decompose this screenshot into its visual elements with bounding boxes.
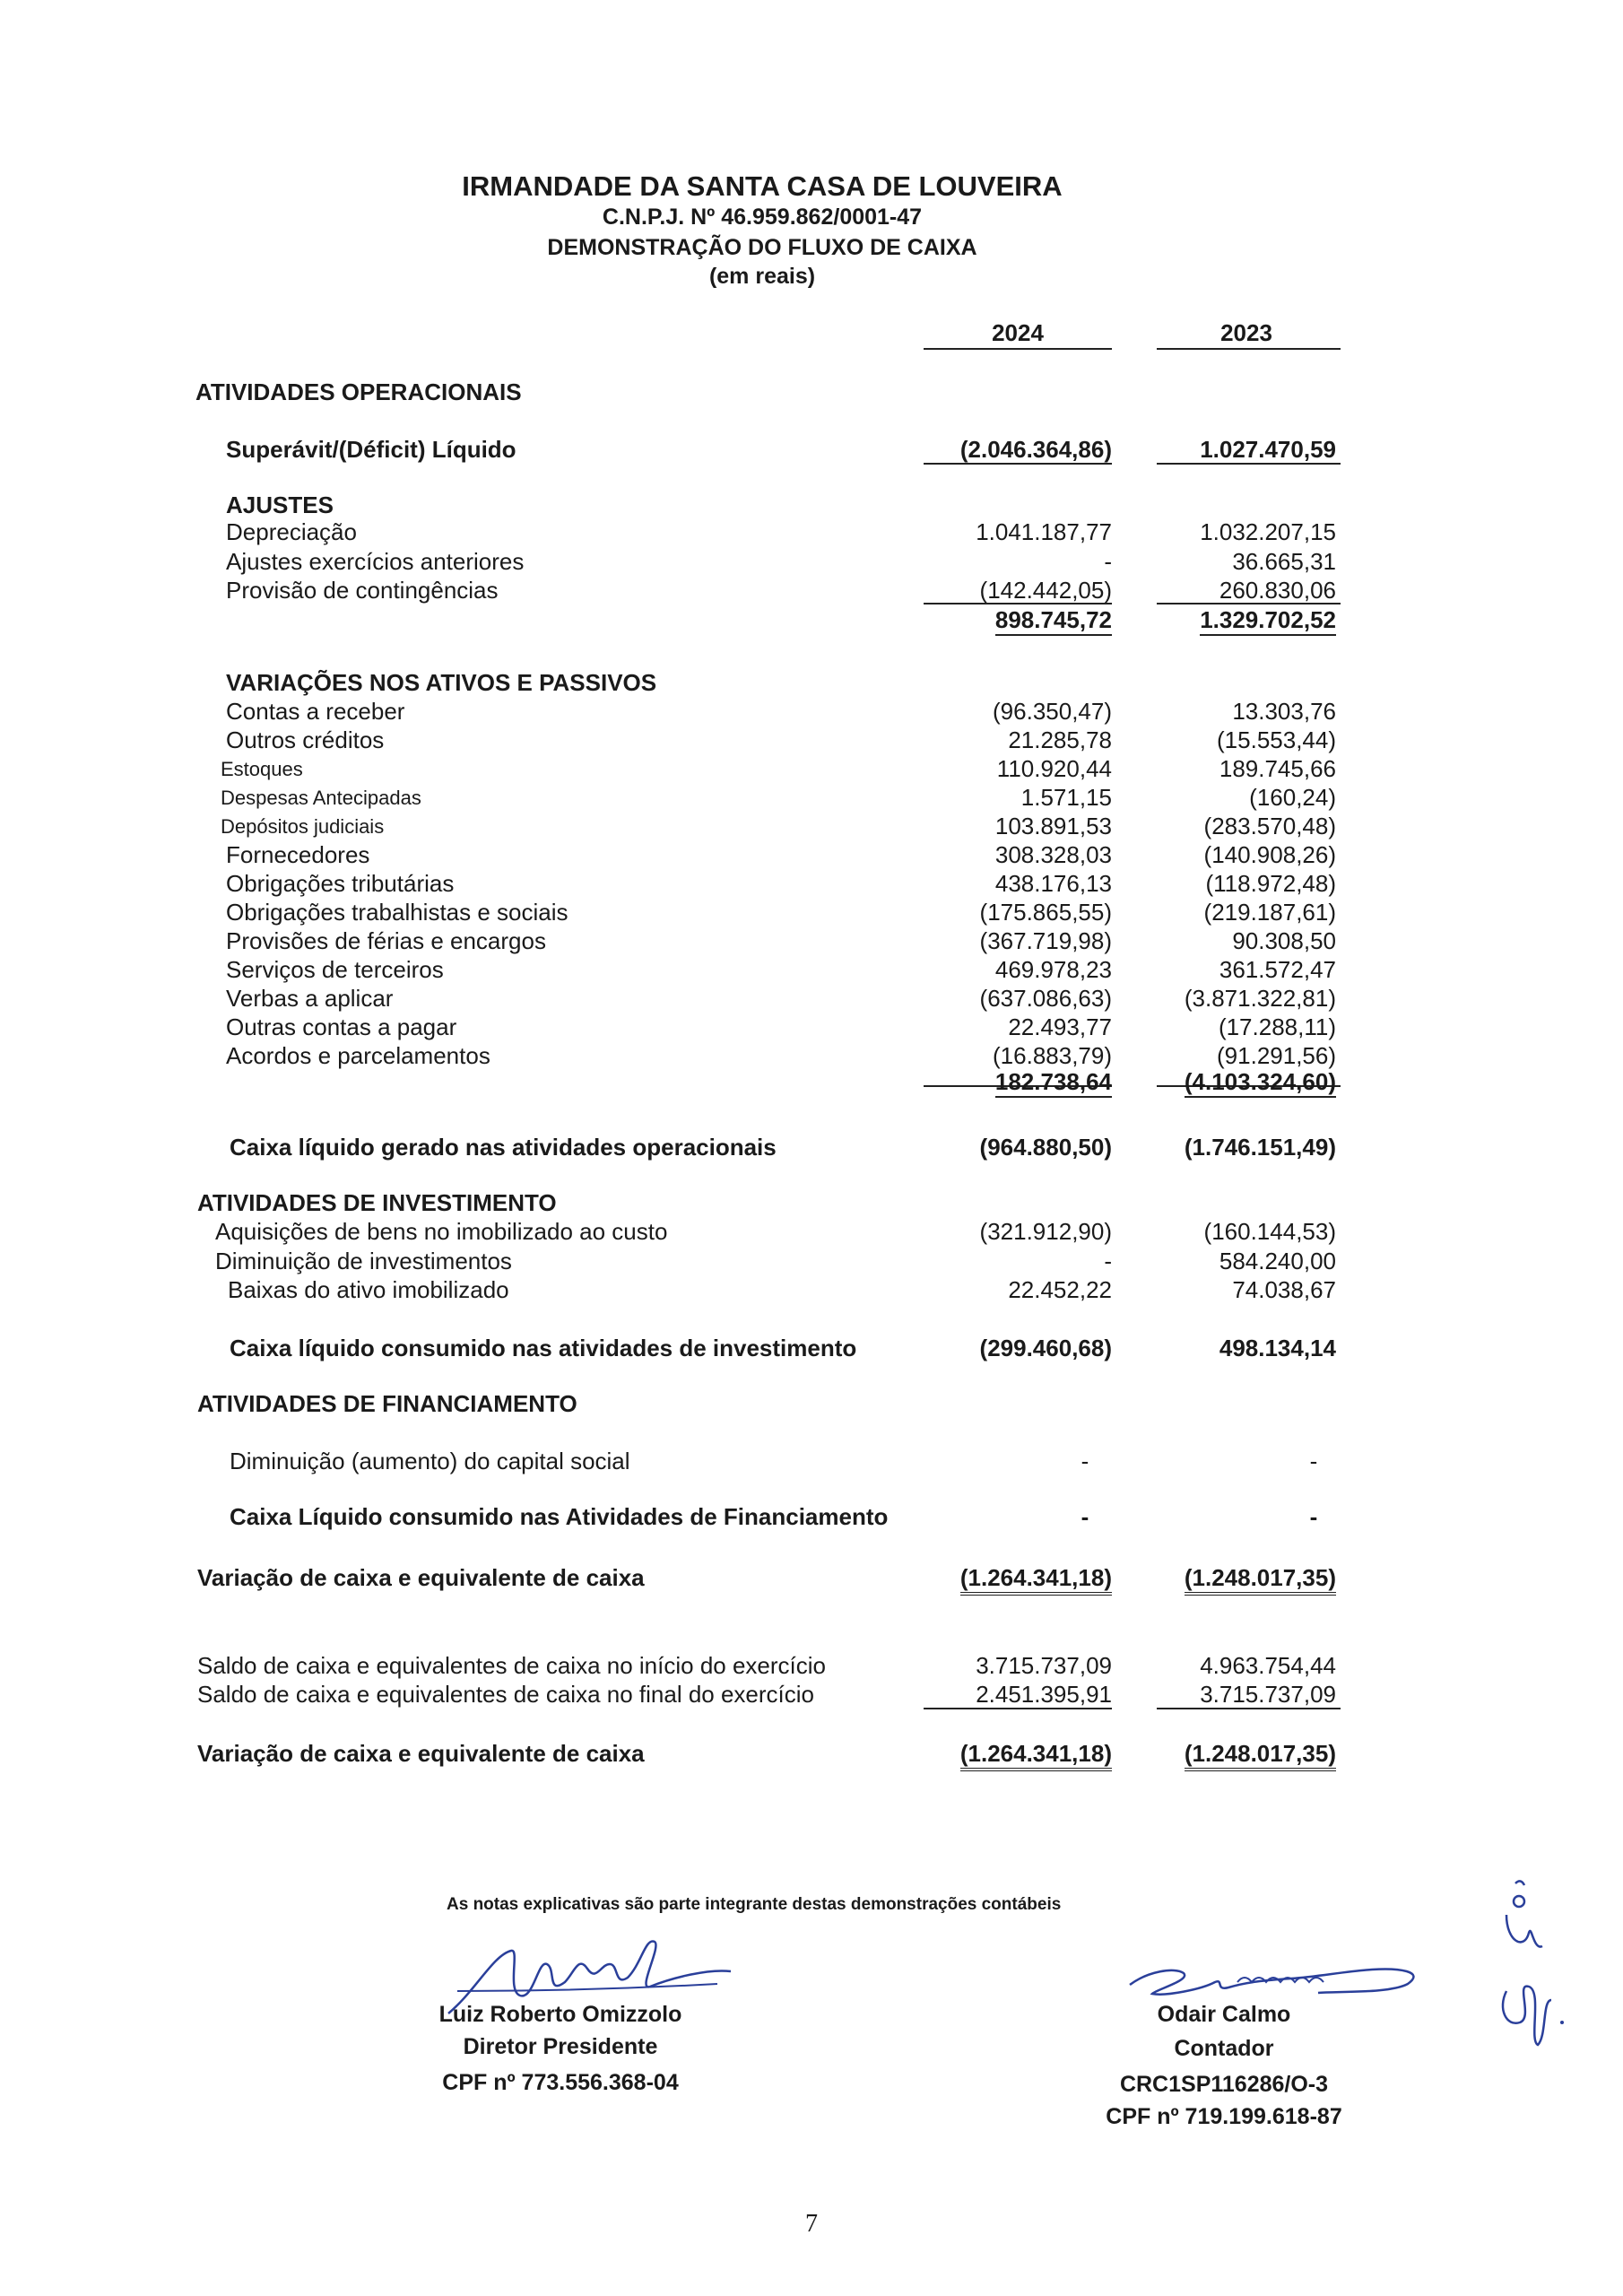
variacao-row-label: Despesas Antecipadas (221, 787, 421, 809)
ajuste-row-2024: (142.442,05) (979, 577, 1112, 604)
ajuste-row-2023: 260.830,06 (1219, 577, 1336, 604)
variacao-row-2024: (367.719,98) (979, 927, 1112, 954)
variacao-row-2024: 110.920,44 (996, 755, 1112, 782)
resultado-2023: 1.027.470,59 (1200, 436, 1336, 463)
variacao-row-2023: 90.308,50 (1232, 927, 1336, 954)
year-2024-header: 2024 (992, 319, 1044, 346)
sig1-role: Diretor Presidente (463, 2034, 658, 2059)
resultado-label: Superávit/(Déficit) Líquido (226, 436, 516, 463)
investimento-row-2023: (160.144,53) (1203, 1218, 1336, 1245)
variacao-row-2024: (16.883,79) (993, 1042, 1112, 1069)
sig2-name: Odair Calmo (1157, 2002, 1291, 2027)
variacao-row-2024: 308.328,03 (994, 841, 1112, 868)
variacao-row-2023: 189.745,66 (1219, 755, 1336, 782)
variacao-caixa-2023: (1.248.017,35) (1185, 1564, 1336, 1596)
section-operacionais: ATIVIDADES OPERACIONAIS (195, 378, 522, 405)
variacao-row-2023: 13.303,76 (1232, 698, 1336, 725)
caixa-financiamento-label: Caixa Líquido consumido nas Atividades de Financiamento (230, 1503, 889, 1530)
variacao-row-2023: (140.908,26) (1203, 841, 1336, 868)
variacoes-heading: VARIAÇÕES NOS ATIVOS E PASSIVOS (226, 669, 657, 696)
variacao-row-label: Outros créditos (226, 726, 385, 753)
variacao-row-label: Acordos e parcelamentos (226, 1042, 490, 1069)
section-investimento: ATIVIDADES DE INVESTIMENTO (197, 1189, 557, 1216)
caixa-financiamento-2024: - (1081, 1503, 1089, 1530)
investimento-row-label: Diminuição de investimentos (215, 1247, 512, 1274)
caixa-investimento-2023: 498.134,14 (1219, 1335, 1336, 1361)
caixa-financiamento-2023: - (1309, 1503, 1318, 1530)
saldo-final-2024-underline (924, 1708, 1112, 1709)
margin-initials (1480, 1874, 1578, 2054)
variacao-caixa-total-2024: (1.264.341,18) (960, 1740, 1112, 1771)
saldo-row-2023: 3.715.737,09 (1200, 1681, 1336, 1708)
variacao-row-label: Fornecedores (226, 841, 370, 868)
ajustes-total-2024-topline (924, 603, 1112, 604)
variacao-row-label: Contas a receber (226, 698, 405, 725)
caixa-operacional-2024: (964.880,50) (979, 1134, 1112, 1161)
resultado-2024-underline (924, 463, 1112, 465)
variacao-row-2023: (17.288,11) (1218, 1013, 1336, 1040)
resultado-2023-underline (1157, 463, 1341, 465)
saldo-row-2024: 3.715.737,09 (976, 1652, 1112, 1679)
capital-social-2024: - (1081, 1448, 1089, 1474)
year-2024-underline (924, 348, 1112, 350)
variacao-row-2023: (160,24) (1249, 784, 1336, 811)
variacao-caixa-2024: (1.264.341,18) (960, 1564, 1112, 1596)
variacao-row-2024: 469.978,23 (994, 956, 1112, 983)
variacao-row-label: Provisões de férias e encargos (226, 927, 546, 954)
ajuste-row-2023: 1.032.207,15 (1200, 518, 1336, 545)
investimento-row-label: Baixas do ativo imobilizado (228, 1276, 509, 1303)
investimento-row-2024: - (1104, 1247, 1112, 1274)
variacao-row-2024: 438.176,13 (994, 870, 1112, 897)
variacao-row-2023: (219.187,61) (1203, 899, 1336, 926)
ajuste-row-2023: 36.665,31 (1232, 547, 1336, 575)
variacao-row-2023: 361.572,47 (1219, 956, 1336, 983)
notas-explicativas: As notas explicativas são parte integrante destas demonstrações contábeis (447, 1895, 1062, 1914)
capital-social-label: Diminuição (aumento) do capital social (230, 1448, 630, 1474)
ajuste-row-2024: - (1104, 547, 1112, 575)
cnpj: C.N.P.J. Nº 46.959.862/0001-47 (602, 204, 923, 230)
ajustes-heading: AJUSTES (226, 491, 334, 518)
page-number: 7 (805, 2210, 818, 2238)
section-financiamento: ATIVIDADES DE FINANCIAMENTO (197, 1390, 577, 1417)
investimento-row-2023: 584.240,00 (1219, 1247, 1336, 1274)
sig2-crc: CRC1SP116286/O-3 (1119, 2072, 1329, 2097)
saldo-row-2024: 2.451.395,91 (976, 1681, 1112, 1708)
statement-title: DEMONSTRAÇÃO DO FLUXO DE CAIXA (547, 235, 977, 260)
variacao-caixa-total-2023: (1.248.017,35) (1185, 1740, 1336, 1771)
resultado-2024: (2.046.364,86) (959, 436, 1112, 463)
year-2023-underline (1157, 348, 1341, 350)
capital-social-2023: - (1309, 1448, 1318, 1474)
variacoes-total-2023: (4.103.324,60) (1185, 1068, 1336, 1098)
caixa-investimento-2024: (299.460,68) (979, 1335, 1112, 1361)
year-2023-header: 2023 (1220, 319, 1272, 346)
caixa-operacional-2023: (1.746.151,49) (1184, 1134, 1336, 1161)
variacao-row-2024: 21.285,78 (1008, 726, 1112, 753)
variacao-row-2024: 22.493,77 (1008, 1013, 1112, 1040)
saldo-row-label: Saldo de caixa e equivalentes de caixa no início do exercício (197, 1652, 826, 1679)
variacao-row-label: Serviços de terceiros (226, 956, 444, 983)
variacao-caixa-total-label: Variação de caixa e equivalente de caixa (197, 1740, 645, 1767)
investimento-row-2024: (321.912,90) (979, 1218, 1112, 1245)
ajustes-total-2023-topline (1157, 603, 1341, 604)
ajuste-row-label: Ajustes exercícios anteriores (226, 547, 525, 575)
ajuste-row-2024: 1.041.187,77 (976, 518, 1112, 545)
sig2-cpf: CPF nº 719.199.618-87 (1106, 2104, 1342, 2129)
saldo-final-2023-underline (1157, 1708, 1341, 1709)
sig1-name: Luiz Roberto Omizzolo (438, 2002, 682, 2027)
saldo-row-label: Saldo de caixa e equivalentes de caixa no final do exercício (197, 1681, 814, 1708)
sig2-role: Contador (1174, 2036, 1274, 2061)
variacao-row-2024: (175.865,55) (979, 899, 1112, 926)
caixa-operacional-label: Caixa líquido gerado nas atividades operacionais (230, 1134, 777, 1161)
variacao-row-2023: (118.972,48) (1205, 870, 1336, 897)
variacao-caixa-label: Variação de caixa e equivalente de caixa (197, 1564, 645, 1591)
saldo-row-2023: 4.963.754,44 (1200, 1652, 1336, 1679)
variacao-row-2023: (15.553,44) (1217, 726, 1336, 753)
variacao-row-2024: (637.086,63) (979, 985, 1112, 1012)
variacao-row-label: Outras contas a pagar (226, 1013, 457, 1040)
investimento-row-2023: 74.038,67 (1232, 1276, 1336, 1303)
variacao-row-label: Estoques (221, 758, 303, 780)
variacao-row-2023: (283.570,48) (1203, 813, 1336, 839)
unit-note: (em reais) (708, 264, 816, 289)
ajustes-total-2023: 1.329.702,52 (1200, 606, 1336, 636)
variacao-row-label: Verbas a aplicar (226, 985, 394, 1012)
ajuste-row-label: Depreciação (226, 518, 357, 545)
variacao-row-2024: 103.891,53 (994, 813, 1112, 839)
variacao-row-2023: (3.871.322,81) (1184, 985, 1336, 1012)
variacao-row-label: Depósitos judiciais (221, 815, 385, 838)
investimento-row-2024: 22.452,22 (1008, 1276, 1112, 1303)
org-name: IRMANDADE DA SANTA CASA DE LOUVEIRA (462, 170, 1063, 202)
variacao-row-2024: 1.571,15 (1020, 784, 1112, 811)
ajuste-row-label: Provisão de contingências (226, 577, 499, 604)
ajustes-total-2024: 898.745,72 (995, 606, 1112, 636)
investimento-row-label: Aquisições de bens no imobilizado ao custo (215, 1218, 668, 1245)
variacao-row-2024: (96.350,47) (993, 698, 1112, 725)
variacoes-total-2024: 182.738,64 (995, 1068, 1112, 1098)
variacao-row-2023: (91.291,56) (1217, 1042, 1336, 1069)
variacao-row-label: Obrigações tributárias (226, 870, 455, 897)
variacao-row-label: Obrigações trabalhistas e sociais (226, 899, 568, 926)
caixa-investimento-label: Caixa líquido consumido nas atividades de investimento (230, 1335, 857, 1361)
sig1-cpf: CPF nº 773.556.368-04 (442, 2070, 679, 2095)
